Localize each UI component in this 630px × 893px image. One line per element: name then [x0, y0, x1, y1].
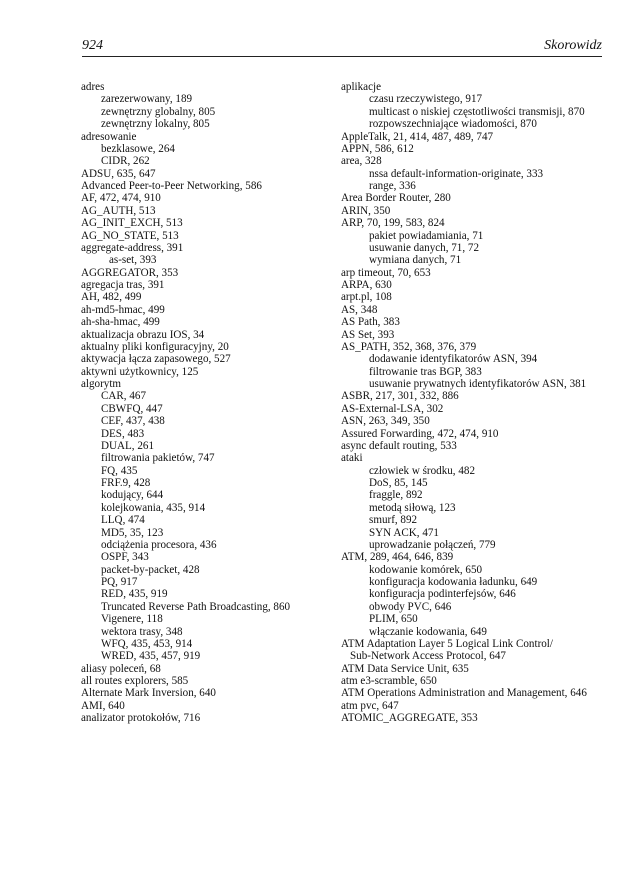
index-entry: area, 328 [341, 155, 382, 168]
index-subentry: kolejkowania, 435, 914 [101, 501, 206, 514]
index-subentry: rozpowszechniające wiadomości, 870 [369, 118, 537, 131]
index-subentry: Vigenere, 118 [101, 613, 163, 626]
index-entry: atm pvc, 647 [341, 699, 399, 712]
index-entry: Assured Forwarding, 472, 474, 910 [341, 427, 499, 440]
index-entry: adresowanie [81, 130, 137, 143]
index-subentry: zarezerwowany, 189 [101, 93, 193, 106]
index-subentry: wektora trasy, 348 [101, 625, 183, 638]
index-subentry: filtrowania pakietów, 747 [101, 452, 215, 465]
index-subentry: DES, 483 [101, 427, 145, 440]
page-number: 924 [82, 38, 103, 53]
index-subentry: konfiguracja kodowania ładunku, 649 [369, 576, 538, 588]
index-entry: ah-md5-hmac, 499 [81, 303, 165, 316]
index-subentry: fraggle, 892 [369, 489, 423, 502]
index-column-right [341, 81, 611, 725]
index-subentry: nssa default-information-originate, 333 [369, 167, 544, 180]
index-subentry: CEF, 437, 438 [101, 415, 165, 428]
index-entry: AppleTalk, 21, 414, 487, 489, 747 [341, 130, 494, 143]
index-subentry: SYN ACK, 471 [369, 526, 439, 539]
index-subentry: OSPF, 343 [101, 551, 149, 564]
index-entry: ATM, 289, 464, 646, 839 [341, 551, 454, 564]
index-subentry: CAR, 467 [101, 390, 146, 403]
index-subentry: obwody PVC, 646 [369, 600, 452, 613]
index-entry: ARP, 70, 199, 583, 824 [341, 217, 445, 230]
index-entry: AG_INIT_EXCH, 513 [81, 217, 183, 230]
running-header [82, 36, 602, 57]
index-column-left [81, 81, 331, 725]
index-subentry: multicast o niskiej częstotliwości transmisji, 870 [369, 105, 585, 118]
index-subentry: usuwanie danych, 71, 72 [369, 241, 479, 254]
index-subentry: bezklasowe, 264 [101, 142, 175, 155]
index-entry: AS Path, 383 [341, 316, 400, 329]
index-entry: aktywni użytkownicy, 125 [81, 365, 199, 378]
index-entry: adres [81, 81, 105, 93]
index-entry: algorytm [81, 378, 122, 390]
index-subentry: Truncated Reverse Path Broadcasting, 860 [101, 600, 291, 613]
index-entry: arp timeout, 70, 653 [341, 266, 431, 279]
index-entry: ah-sha-hmac, 499 [81, 316, 160, 329]
index-entry: AS Set, 393 [341, 328, 395, 341]
index-entry: aggregate-address, 391 [81, 241, 184, 254]
index-subentry: DoS, 85, 145 [369, 477, 428, 489]
index-subentry: kodujący, 644 [101, 489, 164, 502]
index-entry: ASN, 263, 349, 350 [341, 415, 430, 428]
index-entry: ARPA, 630 [341, 279, 392, 291]
index-subentry: kodowanie komórek, 650 [369, 563, 483, 576]
index-entry: atm e3-scramble, 650 [341, 675, 437, 687]
index-entry: AS_PATH, 352, 368, 376, 379 [341, 340, 477, 353]
index-entry: aktywacja łącza zapasowego, 527 [81, 353, 231, 366]
index-subentry: konfiguracja podinterfejsów, 646 [369, 588, 516, 601]
index-entry: ataki [341, 452, 363, 465]
index-subentry: człowiek w środku, 482 [369, 464, 475, 477]
index-subentry: zewnętrzny lokalny, 805 [101, 118, 210, 131]
index-subentry: odciążenia procesora, 436 [101, 538, 217, 551]
index-entry: Alternate Mark Inversion, 640 [81, 687, 216, 700]
index-subentry: Sub-Network Access Protocol, 647 [350, 650, 506, 663]
index-entry: ATM Data Service Unit, 635 [341, 662, 469, 675]
index-entry: AGGREGATOR, 353 [81, 266, 179, 279]
index-subentry: FRF.9, 428 [101, 477, 151, 489]
index-subentry: włączanie kodowania, 649 [369, 625, 487, 638]
index-entry: analizator protokołów, 716 [81, 712, 201, 725]
index-entry: aliasy poleceń, 68 [81, 662, 161, 675]
running-title: Skorowidz [544, 38, 602, 53]
index-entry: AS, 348 [341, 303, 378, 316]
index-subentry: PLIM, 650 [369, 613, 418, 626]
index-entry: agregacja tras, 391 [81, 279, 165, 291]
index-subentry: wymiana danych, 71 [369, 254, 462, 267]
index-subentry: as-set, 393 [109, 254, 157, 267]
index-subentry: LLQ, 474 [101, 514, 145, 527]
index-entry: Area Border Router, 280 [341, 192, 451, 205]
index-entry: Advanced Peer-to-Peer Networking, 586 [81, 180, 262, 192]
index-entry: aktualny pliki konfiguracyjny, 20 [81, 340, 229, 353]
index-entry: ASBR, 217, 301, 332, 886 [341, 390, 459, 403]
index-subentry: CIDR, 262 [101, 155, 150, 168]
index-subentry: smurf, 892 [369, 514, 418, 527]
index-entry: AG_AUTH, 513 [81, 204, 156, 217]
index-subentry: zewnętrzny globalny, 805 [101, 105, 216, 118]
index-subentry: dodawanie identyfikatorów ASN, 394 [369, 353, 538, 366]
index-entry: ARIN, 350 [341, 204, 391, 217]
index-subentry: range, 336 [369, 180, 416, 192]
index-entry: AS-External-LSA, 302 [341, 402, 444, 415]
index-entry: AF, 472, 474, 910 [81, 192, 161, 205]
index-subentry: CBWFQ, 447 [101, 402, 163, 415]
index-subentry: usuwanie prywatnych identyfikatorów ASN, 381 [369, 378, 587, 390]
index-subentry: metodą siłową, 123 [369, 501, 456, 514]
index-subentry: pakiet powiadamiania, 71 [369, 229, 484, 242]
index-entry: ADSU, 635, 647 [81, 167, 156, 180]
index-entry: AMI, 640 [81, 699, 125, 712]
index-entry: APPN, 586, 612 [341, 142, 414, 155]
index-entry: ATM Operations Administration and Management, 646 [341, 687, 587, 700]
index-subentry: WFQ, 435, 453, 914 [101, 637, 193, 650]
index-subentry: DUAL, 261 [101, 439, 154, 452]
index-entry: ATOMIC_AGGREGATE, 353 [341, 712, 478, 725]
index-subentry: FQ, 435 [101, 464, 138, 477]
index-subentry: MD5, 35, 123 [101, 526, 164, 539]
index-entry: async default routing, 533 [341, 439, 457, 452]
index-entry: all routes explorers, 585 [81, 675, 189, 687]
index-subentry: czasu rzeczywistego, 917 [369, 93, 483, 106]
index-entry: aplikacje [341, 81, 382, 93]
index-subentry: uprowadzanie połączeń, 779 [369, 538, 496, 551]
index-subentry: filtrowanie tras BGP, 383 [369, 365, 482, 378]
index-subentry: WRED, 435, 457, 919 [101, 650, 201, 663]
index-entry: AH, 482, 499 [81, 291, 142, 304]
index-entry: ATM Adaptation Layer 5 Logical Link Control/ [341, 637, 553, 650]
index-entry: aktualizacja obrazu IOS, 34 [81, 328, 205, 341]
index-subentry: RED, 435, 919 [101, 588, 168, 601]
index-entry: arpt.pl, 108 [341, 291, 392, 304]
index-entry: AG_NO_STATE, 513 [81, 229, 179, 242]
index-subentry: PQ, 917 [101, 576, 138, 588]
index-subentry: packet-by-packet, 428 [101, 563, 200, 576]
